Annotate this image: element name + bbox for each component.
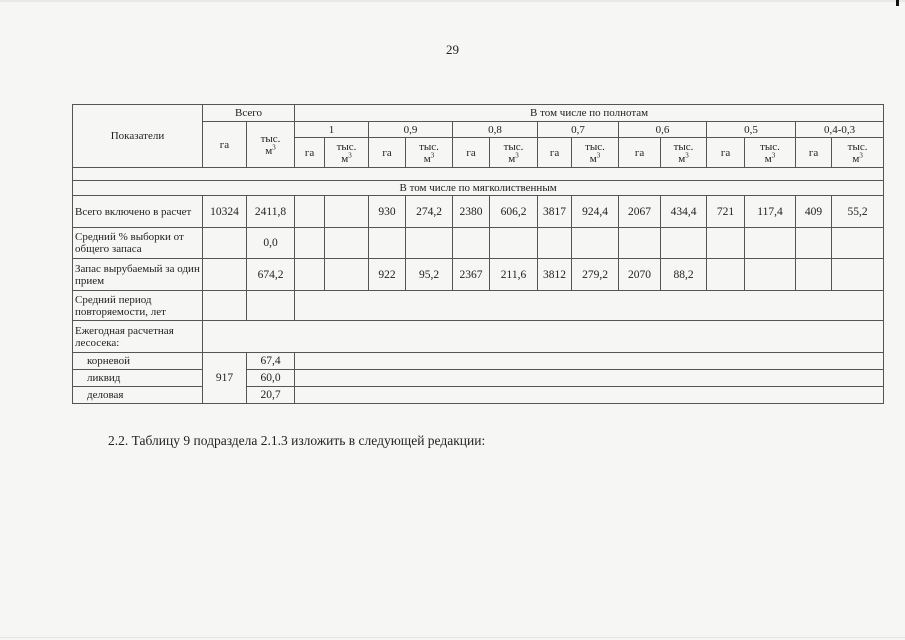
row-repeat-period	[73, 291, 884, 321]
row-label: Запас вырубаемый за один прием	[73, 259, 203, 291]
unit-volume: тыс. $м^3$	[490, 138, 538, 168]
cell-d06-ha: 2070	[619, 259, 661, 291]
cell-d09-ha: 930	[369, 196, 406, 228]
header-density-05: 0,5	[707, 122, 796, 138]
cell-d06-vol: 434,4	[661, 196, 707, 228]
cell-d04-vol: 55,2	[832, 196, 884, 228]
unit-volume: тыс. $м^3$	[745, 138, 796, 168]
cell-empty	[325, 196, 369, 228]
cell-empty-merged	[295, 353, 884, 370]
row-label: Средний период повторяемости, лет	[73, 291, 203, 321]
header-by-density: В том числе по полнотам	[295, 105, 884, 122]
cell-d08-vol: 211,6	[490, 259, 538, 291]
cell-total-vol: 674,2	[247, 259, 295, 291]
section-softwood-row	[73, 181, 884, 196]
cell-d06-ha: 2067	[619, 196, 661, 228]
amendment-text: 2.2. Таблицу 9 подраздела 2.1.3 изложить в следующей редакции:	[108, 433, 486, 448]
header-density-08: 0,8	[453, 122, 538, 138]
cell-total-vol: 67,4	[247, 353, 295, 370]
cell-empty	[247, 291, 295, 321]
cell-d06-vol: 88,2	[661, 259, 707, 291]
cell-d09-vol: 95,2	[406, 259, 453, 291]
unit-volume: тыс. $м^3$	[661, 138, 707, 168]
row-total-included	[73, 196, 884, 228]
cell-total-ha: 10324	[203, 196, 247, 228]
cell-d04-ha: 409	[796, 196, 832, 228]
row-label: ликвид	[73, 370, 203, 387]
unit-ha: га	[707, 138, 745, 168]
unit-ha: га	[619, 138, 661, 168]
header-density-09: 0,9	[369, 122, 453, 138]
cell-empty	[203, 291, 247, 321]
cell-d05-ha: 721	[707, 196, 745, 228]
unit-volume: тыс. $м^3$	[406, 138, 453, 168]
unit-volume: тыс. $м^3$	[325, 138, 369, 168]
scan-top-edge	[0, 0, 905, 2]
unit-ha: га	[538, 138, 572, 168]
header-density-06: 0,6	[619, 122, 707, 138]
cell-empty-merged	[295, 387, 884, 404]
section-softwood: В том числе по мягколиственным	[73, 181, 884, 196]
unit-ha: га	[796, 138, 832, 168]
cell-d08-ha: 2380	[453, 196, 490, 228]
row-label: корневой	[73, 353, 203, 370]
unit-ha: га	[295, 138, 325, 168]
row-label: деловая	[73, 387, 203, 404]
cell-d08-ha: 2367	[453, 259, 490, 291]
calculation-table	[72, 104, 884, 404]
row-label: Ежегодная расчетная лесосека:	[73, 321, 203, 353]
row-harvest-stock	[73, 259, 884, 291]
header-density-04-03: 0,4-0,3	[796, 122, 884, 138]
unit-volume: тыс. $м^3$	[832, 138, 884, 168]
header-total: Всего	[203, 105, 295, 122]
header-row-1	[73, 105, 884, 122]
row-business	[73, 387, 884, 404]
unit-volume: тыс. $м^3$	[572, 138, 619, 168]
cell-empty	[203, 228, 247, 259]
header-total-ha: га	[203, 122, 247, 168]
cell-total-vol: 20,7	[247, 387, 295, 404]
cell-d07-vol: 279,2	[572, 259, 619, 291]
row-root	[73, 353, 884, 370]
header-density-1: 1	[295, 122, 369, 138]
cell-d09-ha: 922	[369, 259, 406, 291]
page-number: 29	[446, 42, 459, 57]
cell-empty-merged	[295, 370, 884, 387]
header-indicators: Показатели	[73, 105, 203, 168]
cell-empty	[295, 196, 325, 228]
row-liquid	[73, 370, 884, 387]
cell-d07-vol: 924,4	[572, 196, 619, 228]
unit-ha: га	[453, 138, 490, 168]
cell-total-vol: 0,0	[247, 228, 295, 259]
row-label: Всего включено в расчет	[73, 196, 203, 228]
cell-d07-ha: 3817	[538, 196, 572, 228]
unit-ha: га	[369, 138, 406, 168]
cell-d08-vol: 606,2	[490, 196, 538, 228]
row-annual-cut	[73, 321, 884, 353]
cell-empty-merged	[203, 321, 884, 353]
cell-total-vol: 60,0	[247, 370, 295, 387]
cell-d05-vol: 117,4	[745, 196, 796, 228]
row-spacer	[73, 168, 884, 181]
cell-d09-vol: 274,2	[406, 196, 453, 228]
cell-annual-cut-ha: 917	[203, 353, 247, 404]
scan-bottom-edge	[0, 637, 905, 638]
header-density-07: 0,7	[538, 122, 619, 138]
header-total-volume: тыс. $м^3$	[247, 122, 295, 168]
cell-total-vol: 2411,8	[247, 196, 295, 228]
cell-d07-ha: 3812	[538, 259, 572, 291]
cell-empty	[203, 259, 247, 291]
cell-empty-merged	[295, 291, 884, 321]
row-label: Средний % выборки от общего запаса	[73, 228, 203, 259]
row-avg-selection	[73, 228, 884, 259]
scan-corner-mark	[896, 0, 899, 6]
